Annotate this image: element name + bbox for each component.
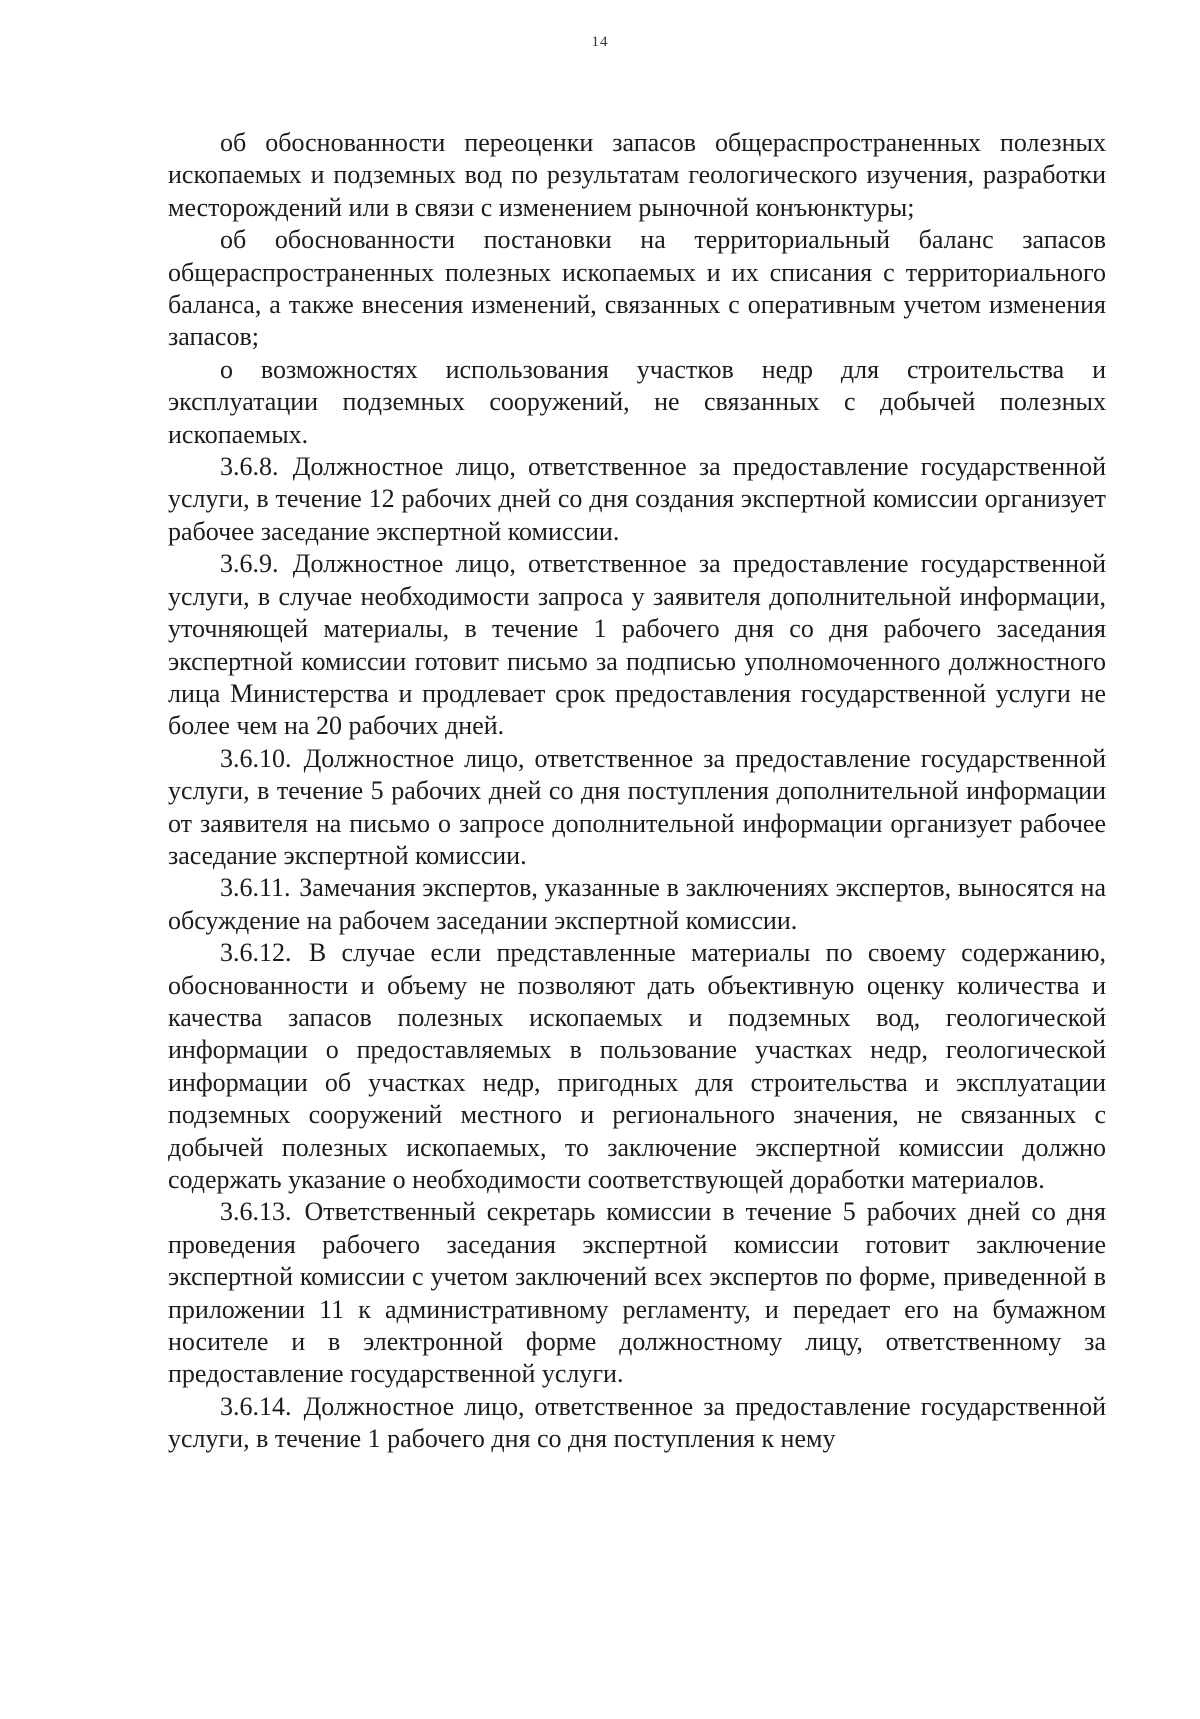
clause-text: В случае если представленные материалы по своему содержанию, обоснованности и объему не позволяют дать объективную оценку количества и качества запасов полезных ископаемых и подземных вод, геологической информации о предоставляемых в пользование участках недр, геологической информации об участках недр, пригодных для строительства и эксплуатации подземных сооружений местного и регионального значения, не связанных с добычей полезных ископаемых, то заключение экспертной комиссии должно содержать указание о необходимости соответствующей доработки материалов. xyxy=(168,938,1106,1194)
clause-text: Замечания экспертов, указанные в заключениях экспертов, выносятся на обсуждение на рабочем заседании экспертной комиссии. xyxy=(168,873,1107,935)
clause-3-6-14 xyxy=(168,1391,1106,1456)
paragraph-text: об обоснованности переоценки запасов общераспространенных полезных ископаемых и подземных вод по результатам геологического изучения, разработки месторождений или в связи с изменением рыночной конъюнктуры; xyxy=(168,128,1106,222)
paragraph-3 xyxy=(168,354,1106,451)
clause-text: Должностное лицо, ответственное за предоставление государственной услуги, в течение 5 рабочих дней со дня поступления дополнительной информации от заявителя на письмо о запросе дополнительной информации организует рабочее заседание экспертной комиссии. xyxy=(168,743,1106,870)
paragraph-text: об обоснованности постановки на территориальный баланс запасов общераспространенных полезных ископаемых и их списания с территориального баланса, а также внесения изменений, связанных с оперативным учетом изменения запасов; xyxy=(168,225,1106,352)
page-number: 14 xyxy=(591,34,609,50)
clause-number: 3.6.13. xyxy=(220,1197,292,1227)
paragraph-2 xyxy=(168,224,1106,354)
clause-text: Ответственный секретарь комиссии в течение 5 рабочих дней со дня проведения рабочего заседания экспертной комиссии готовит заключение экспертной комиссии с учетом заключений всех экспертов по форме, приведенной в приложении 11 к административному регламенту, и передает его на бумажном носителе и в электронной форме должностному лицу, ответственному за предоставление государственной услуги. xyxy=(168,1197,1106,1389)
clause-number: 3.6.12. xyxy=(220,938,292,968)
clause-number: 3.6.11. xyxy=(220,873,291,903)
clause-number: 3.6.10. xyxy=(220,743,292,773)
clause-number: 3.6.14. xyxy=(220,1391,292,1421)
clause-number: 3.6.9. xyxy=(220,549,279,579)
clause-text: Должностное лицо, ответственное за предоставление государственной услуги, в течение 12 рабочих дней со дня создания экспертной комиссии организует рабочее заседание экспертной комиссии. xyxy=(168,452,1107,546)
clause-text: Должностное лицо, ответственное за предоставление государственной услуги, в случае необходимости запроса у заявителя дополнительной информации, уточняющей материалы, в течение 1 рабочего дня со дня рабочего заседания экспертной комиссии готовит письмо за подписью уполномоченного должностного лица Министерства и продлевает срок предоставления государственной услуги не более чем на 20 рабочих дней. xyxy=(168,549,1107,741)
clause-3-6-12 xyxy=(168,937,1106,1196)
clause-3-6-11 xyxy=(168,872,1106,937)
clause-3-6-9 xyxy=(168,548,1106,742)
paragraph-1 xyxy=(168,127,1106,224)
clause-text: Должностное лицо, ответственное за предоставление государственной услуги, в течение 1 рабочего дня со дня поступления к нему xyxy=(168,1391,1106,1454)
document-body xyxy=(168,127,1106,1456)
clause-number: 3.6.8. xyxy=(220,452,279,482)
paragraph-text: о возможностях использования участков недр для строительства и эксплуатации подземных сооружений, не связанных с добычей полезных ископаемых. xyxy=(168,354,1106,449)
clause-3-6-10 xyxy=(168,743,1106,873)
clause-3-6-8 xyxy=(168,451,1106,548)
clause-3-6-13 xyxy=(168,1196,1106,1390)
